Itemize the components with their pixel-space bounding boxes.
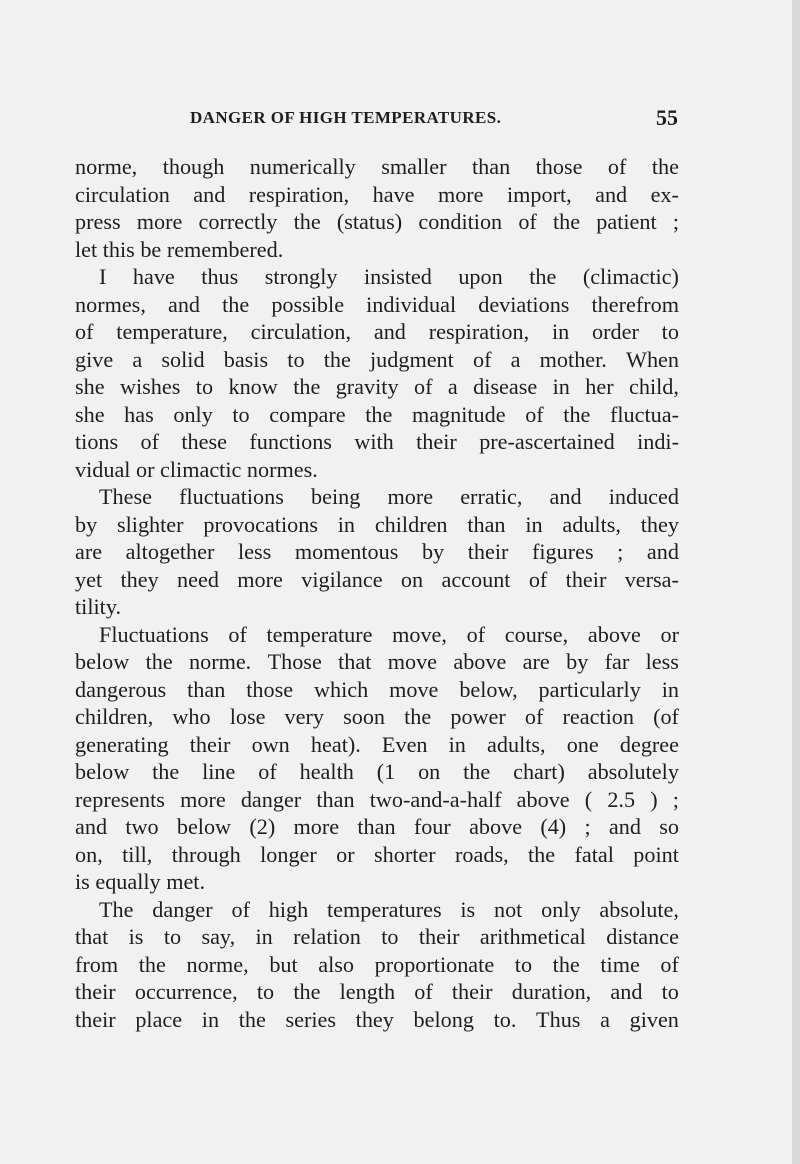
text-line: press more correctly the (status) condition of the patient ;	[75, 209, 679, 234]
text-line: below the line of health (1 on the chart) absolutely	[75, 759, 679, 784]
text-line: of temperature, circulation, and respiration, in order to	[75, 319, 679, 344]
text-line: norme, though numerically smaller than those of the	[75, 154, 679, 179]
text-line: children, who lose very soon the power of reaction (of	[75, 704, 679, 729]
text-line: are altogether less momentous by their figures ; and	[75, 539, 679, 564]
page-number: 55	[656, 105, 678, 130]
text-line: from the norme, but also proportionate to the time of	[75, 951, 679, 977]
text-line: she has only to compare the magnitude of the fluctua-	[75, 401, 679, 427]
text-line: and two below (2) more than four above (4) ; and so	[75, 814, 679, 839]
text-line: circulation and respiration, have more import, and ex-	[75, 181, 679, 207]
text-line: yet they need more vigilance on account of their versa-	[75, 566, 679, 592]
text-line: Fluctuations of temperature move, of course, above or	[99, 621, 679, 647]
text-line: generating their own heat). Even in adults, one degree	[75, 731, 679, 757]
text-line: is equally met.	[75, 869, 206, 894]
text-line: give a solid basis to the judgment of a mother. When	[75, 346, 679, 372]
text-line: dangerous than those which move below, particularly in	[75, 676, 679, 702]
text-line: let this be remembered.	[75, 236, 284, 262]
text-line: their place in the series they belong to. Thus a given	[75, 1006, 679, 1032]
text-line: represents more danger than two-and-a-half above ( 2.5 ) ;	[75, 786, 679, 812]
text-line: I have thus strongly insisted upon the (climactic)	[99, 264, 679, 289]
body-text	[75, 153, 679, 1033]
text-line: vidual or climactic normes.	[75, 456, 318, 482]
text-line: tility.	[75, 594, 122, 619]
text-line: that is to say, in relation to their arithmetical distance	[75, 924, 679, 949]
text-line: The danger of high temperatures is not only absolute,	[99, 896, 679, 922]
text-line: their occurrence, to the length of their duration, and to	[75, 979, 679, 1004]
running-title: DANGER OF HIGH TEMPERATURES.	[190, 108, 502, 127]
text-line: below the norme. Those that move above are by far less	[75, 649, 679, 674]
page-header	[190, 105, 678, 132]
text-line: These fluctuations being more erratic, and induced	[99, 484, 679, 509]
text-line: tions of these functions with their pre-ascertained indi-	[75, 429, 679, 454]
text-line: she wishes to know the gravity of a disease in her child,	[75, 374, 679, 399]
text-line: by slighter provocations in children than in adults, they	[75, 511, 679, 537]
text-line: normes, and the possible individual deviations therefrom	[75, 291, 679, 317]
page-edge	[792, 0, 800, 1164]
text-line: on, till, through longer or shorter roads, the fatal point	[75, 841, 679, 867]
